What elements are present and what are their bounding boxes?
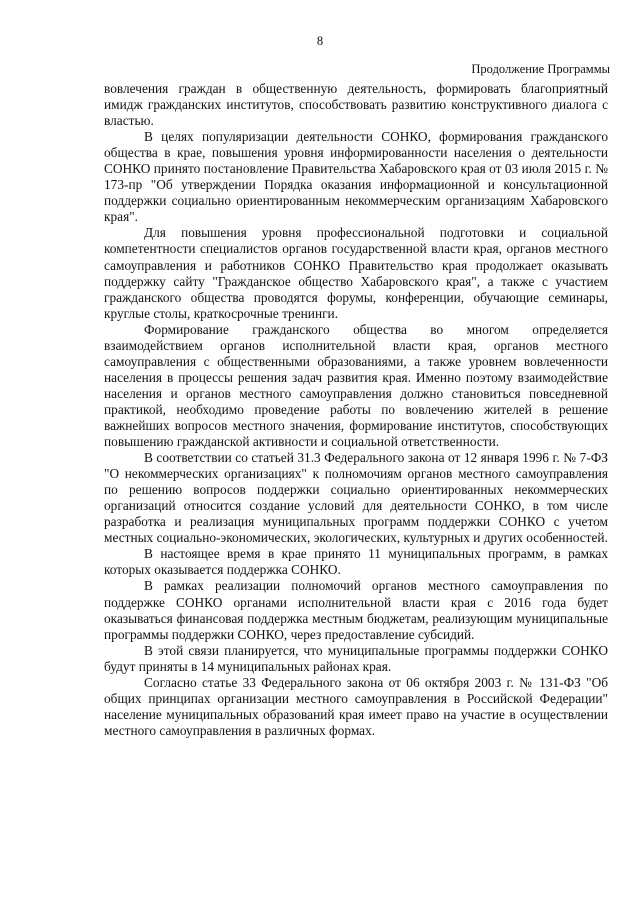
paragraph: В этой связи планируется, что муниципальные программы поддержки СОНКО будут приняты в 14 муниципальных районах края. [104, 642, 608, 674]
body-text [104, 81, 608, 739]
paragraph: В целях популяризации деятельности СОНКО, формирования гражданского общества в крае, повышения уровня информированности населения о деятельности СОНКО принято постановление Правительства Хабаровского края от 03 июля 2015 г. № 173-пр "Об утверждении Порядка оказания информационной и консультационной поддержки социально ориентированным некоммерческим организациям Хабаровского края". [104, 129, 608, 225]
continuation-label: Продолжение Программы [471, 62, 610, 76]
paragraph: Для повышения уровня профессиональной подготовки и социальной компетентности специалистов органов государственной власти края, органов местного самоуправления и работников СОНКО Правительство края продолжает оказывать поддержку сайту "Гражданское общество Хабаровского края", а также с участием гражданского общества проводятся форумы, конференции, обучающие семинары, круглые столы, краткосрочные тренинги. [104, 225, 608, 321]
paragraph: Формирование гражданского общества во многом определяется взаимодействием органов исполнительной власти края, органов местного самоуправления с общественными образованиями, а также уровнем вовлеченности населения в процессы решения задач развития края. Именно поэтому взаимодействие населения и органов местного самоуправления должно становиться повседневной практикой, необходимо проведение работы по вовлечению жителей в решение важнейших вопросов местного значения, формирование институтов, способствующих повышению гражданской активности и социальной ответственности. [104, 321, 608, 450]
paragraph: вовлечения граждан в общественную деятельность, формировать благоприятный имидж гражданских институтов, способствовать развитию конструктивного диалога с властью. [104, 81, 608, 129]
page-number: 8 [316, 34, 324, 48]
paragraph: Согласно статье 33 Федерального закона от 06 октября 2003 г. № 131-ФЗ "Об общих принципах организации местного самоуправления в Российской Федерации" население муниципальных образований края имеет право на участие в осуществлении местного самоуправления в различных формах. [104, 674, 608, 738]
paragraph: В соответствии со статьей 31.3 Федерального закона от 12 января 1996 г. № 7-ФЗ "О некоммерческих организациях" к полномочиям органов местного самоуправления по решению вопросов поддержки социально ориентированных некоммерческих организаций относится создание условий для деятельности СОНКО, в том числе разработка и реализация муниципальных программ поддержки СОНКО с учетом местных социально-экономических, экологических, культурных и других особенностей. [104, 450, 608, 546]
paragraph: В рамках реализации полномочий органов местного самоуправления по поддержке СОНКО органами исполнительной власти края с 2016 года будет оказываться финансовая поддержка местным бюджетам, реализующим муниципальные программы поддержки СОНКО, через предоставление субсидий. [104, 578, 608, 642]
paragraph: В настоящее время в крае принято 11 муниципальных программ, в рамках которых оказывается поддержка СОНКО. [104, 546, 608, 578]
